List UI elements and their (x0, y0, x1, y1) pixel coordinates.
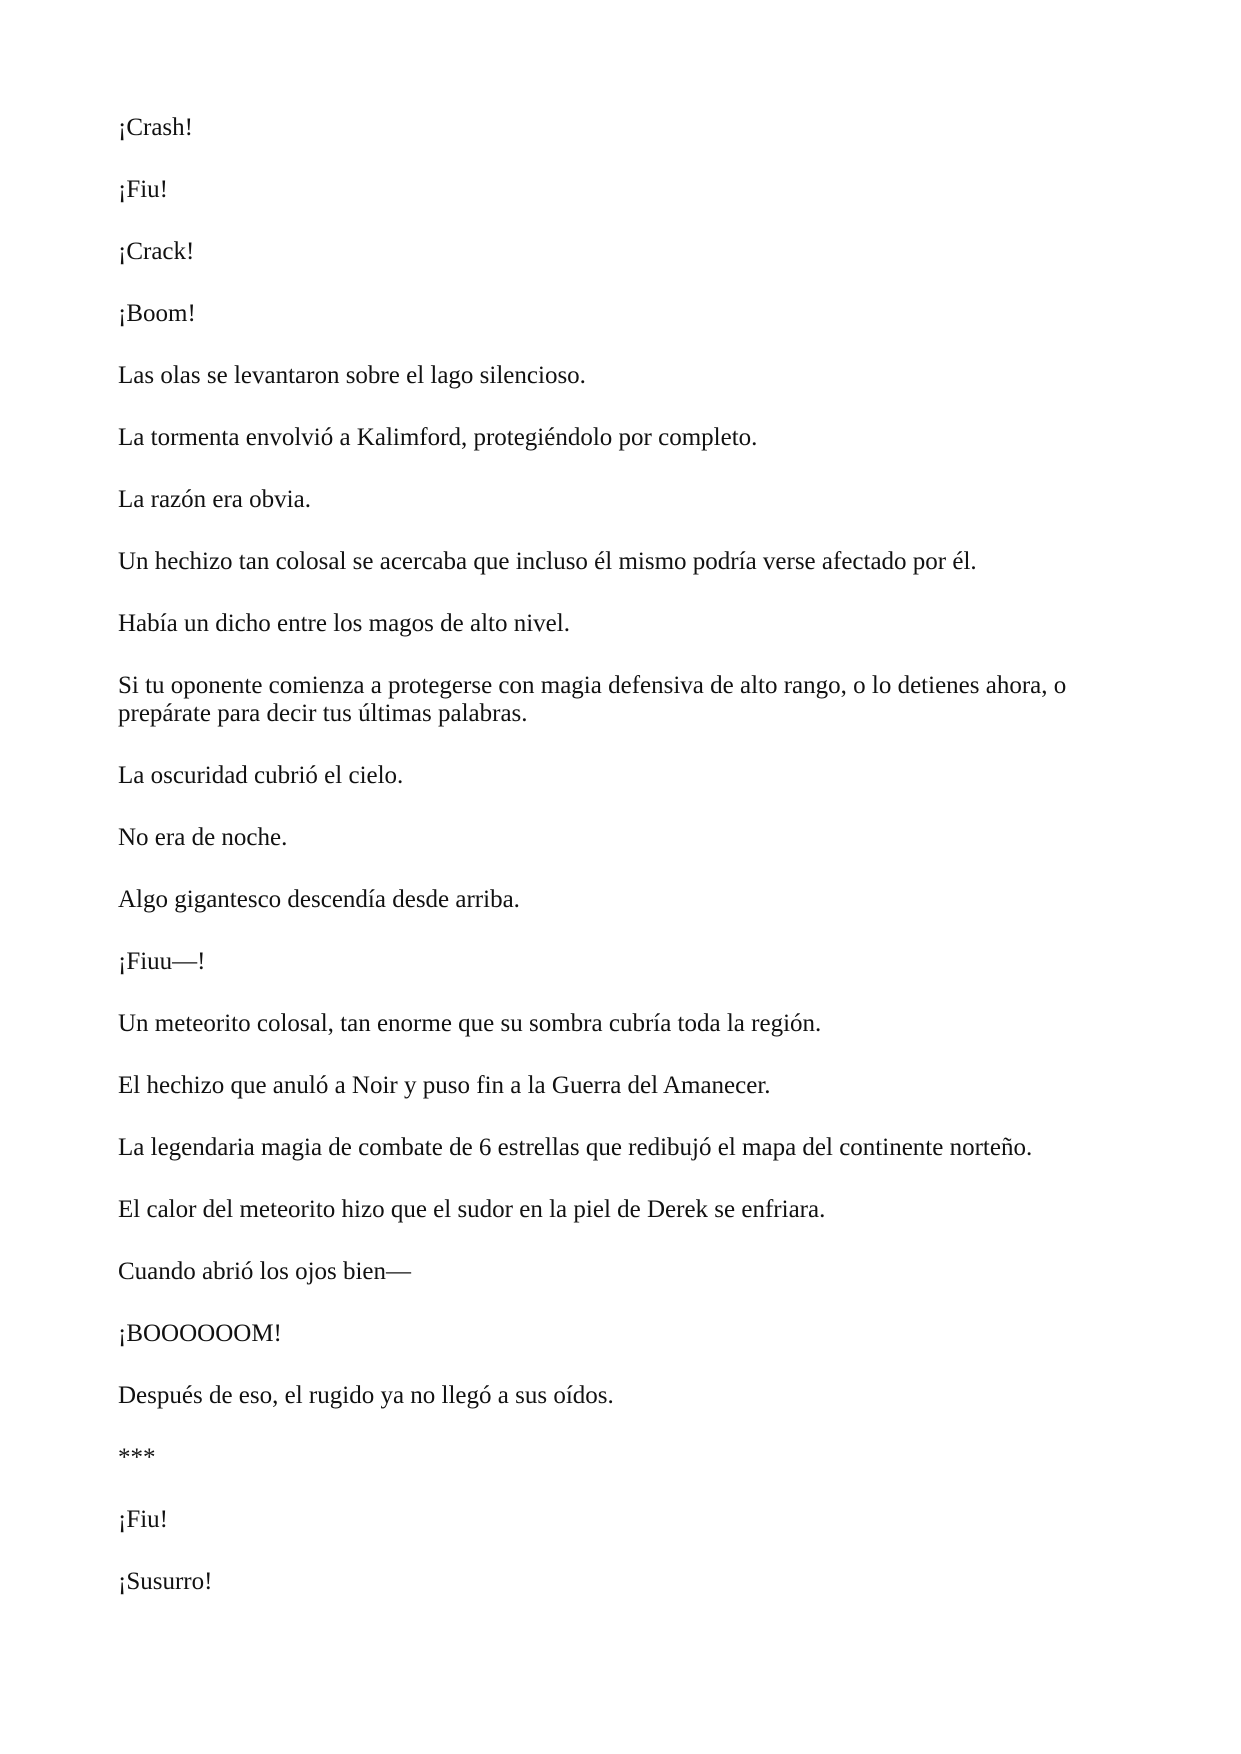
paragraph: Había un dicho entre los magos de alto nivel. (118, 610, 570, 637)
paragraph: Las olas se levantaron sobre el lago silencioso. (118, 362, 586, 389)
paragraph: Algo gigantesco descendía desde arriba. (118, 886, 520, 913)
paragraph: El calor del meteorito hizo que el sudor en la piel de Derek se enfriara. (118, 1196, 826, 1223)
paragraph: Un hechizo tan colosal se acercaba que incluso él mismo podría verse afectado por él. (118, 548, 977, 575)
paragraph: La oscuridad cubrió el cielo. (118, 762, 404, 789)
paragraph: ¡Susurro! (118, 1568, 213, 1595)
paragraph: El hechizo que anuló a Noir y puso fin a la Guerra del Amanecer. (118, 1072, 771, 1099)
paragraph: La razón era obvia. (118, 486, 311, 513)
document-body (118, 114, 1138, 1630)
paragraph: ¡Fiuu—! (118, 948, 206, 975)
paragraph-crack: ¡Crack! (118, 238, 195, 265)
paragraph: Después de eso, el rugido ya no llegó a sus oídos. (118, 1382, 614, 1409)
scene-break: *** (118, 1444, 156, 1471)
paragraph-fiu: ¡Fiu! (118, 176, 168, 203)
paragraph: ¡BOOOOOOM! (118, 1320, 282, 1347)
paragraph: ¡Fiu! (118, 1506, 168, 1533)
paragraph: No era de noche. (118, 824, 288, 851)
paragraph: La tormenta envolvió a Kalimford, protegiéndolo por completo. (118, 424, 758, 451)
paragraph-boom: ¡Boom! (118, 300, 196, 327)
paragraph: Cuando abrió los ojos bien— (118, 1258, 412, 1285)
paragraph-crash: ¡Crash! (118, 114, 193, 141)
paragraph: La legendaria magia de combate de 6 estrellas que redibujó el mapa del continente norteño. (118, 1134, 1033, 1161)
paragraph: Un meteorito colosal, tan enorme que su sombra cubría toda la región. (118, 1010, 822, 1037)
paragraph: Si tu oponente comienza a protegerse con magia defensiva de alto rango, o lo detienes ahora, o prepárate para decir tus últimas palabras. (118, 672, 1067, 727)
